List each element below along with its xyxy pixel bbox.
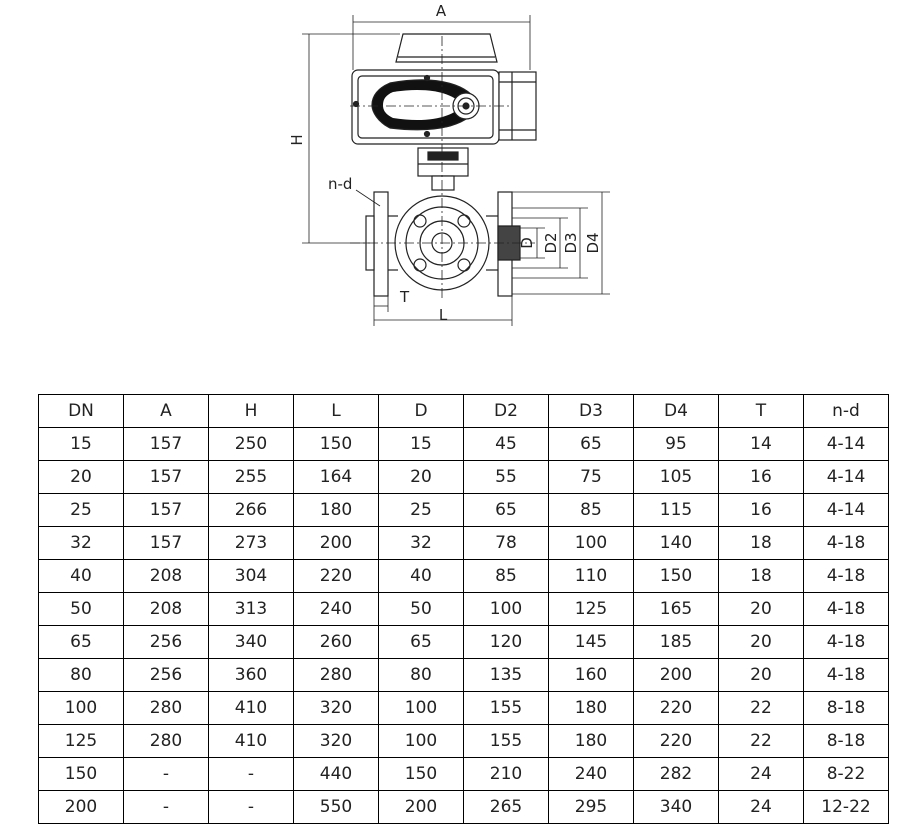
dimension-table bbox=[38, 394, 889, 824]
table-cell: - bbox=[124, 758, 209, 791]
column-header: A bbox=[124, 395, 209, 428]
label-D: D bbox=[518, 237, 536, 249]
table-cell: 360 bbox=[209, 659, 294, 692]
table-cell: 4-14 bbox=[804, 428, 889, 461]
table-cell: 240 bbox=[549, 758, 634, 791]
table-row bbox=[39, 428, 889, 461]
table-cell: 22 bbox=[719, 692, 804, 725]
table-cell: 100 bbox=[379, 725, 464, 758]
table-cell: 164 bbox=[294, 461, 379, 494]
table-cell: 20 bbox=[719, 659, 804, 692]
table-cell: 45 bbox=[464, 428, 549, 461]
table-cell: 208 bbox=[124, 560, 209, 593]
table-cell: 180 bbox=[549, 725, 634, 758]
table-cell: 410 bbox=[209, 725, 294, 758]
table-cell: 320 bbox=[294, 692, 379, 725]
table-cell: 320 bbox=[294, 725, 379, 758]
table-cell: 15 bbox=[39, 428, 124, 461]
column-header: T bbox=[719, 395, 804, 428]
table-cell: 40 bbox=[39, 560, 124, 593]
table-cell: 65 bbox=[39, 626, 124, 659]
table-cell: 550 bbox=[294, 791, 379, 824]
table-cell: 15 bbox=[379, 428, 464, 461]
label-L: L bbox=[438, 306, 448, 324]
table-row bbox=[39, 791, 889, 824]
table-cell: 20 bbox=[39, 461, 124, 494]
label-D2: D2 bbox=[542, 232, 560, 254]
table-cell: 157 bbox=[124, 494, 209, 527]
table-cell: 200 bbox=[294, 527, 379, 560]
table-cell: 240 bbox=[294, 593, 379, 626]
table-cell: 210 bbox=[464, 758, 549, 791]
column-header: DN bbox=[39, 395, 124, 428]
table-cell: 4-18 bbox=[804, 527, 889, 560]
table-cell: 14 bbox=[719, 428, 804, 461]
table-row bbox=[39, 626, 889, 659]
table-cell: 260 bbox=[294, 626, 379, 659]
table-row bbox=[39, 692, 889, 725]
table-cell: 150 bbox=[294, 428, 379, 461]
table-cell: 80 bbox=[39, 659, 124, 692]
label-D3: D3 bbox=[562, 232, 580, 254]
table-row bbox=[39, 593, 889, 626]
table-cell: 125 bbox=[39, 725, 124, 758]
table-cell: 280 bbox=[294, 659, 379, 692]
table-cell: - bbox=[209, 758, 294, 791]
table-cell: 100 bbox=[379, 692, 464, 725]
table-cell: 80 bbox=[379, 659, 464, 692]
table-cell: 157 bbox=[124, 428, 209, 461]
table-cell: 280 bbox=[124, 692, 209, 725]
label-D4: D4 bbox=[584, 232, 602, 254]
table-cell: 256 bbox=[124, 659, 209, 692]
table-cell: 180 bbox=[549, 692, 634, 725]
table-cell: 440 bbox=[294, 758, 379, 791]
table-cell: 410 bbox=[209, 692, 294, 725]
table-cell: 145 bbox=[549, 626, 634, 659]
table-cell: 313 bbox=[209, 593, 294, 626]
table-cell: 150 bbox=[634, 560, 719, 593]
table-header-row bbox=[39, 395, 889, 428]
column-header: D2 bbox=[464, 395, 549, 428]
table-cell: 200 bbox=[379, 791, 464, 824]
table-cell: - bbox=[209, 791, 294, 824]
table-cell: 65 bbox=[549, 428, 634, 461]
table-cell: 155 bbox=[464, 725, 549, 758]
table-cell: 4-18 bbox=[804, 593, 889, 626]
label-A: A bbox=[435, 2, 447, 20]
table-cell: 340 bbox=[634, 791, 719, 824]
table-cell: 20 bbox=[719, 626, 804, 659]
table-cell: - bbox=[124, 791, 209, 824]
table-cell: 155 bbox=[464, 692, 549, 725]
table-cell: 8-22 bbox=[804, 758, 889, 791]
actuator-cover bbox=[396, 34, 497, 62]
table-cell: 100 bbox=[39, 692, 124, 725]
table-cell: 55 bbox=[464, 461, 549, 494]
table-cell: 304 bbox=[209, 560, 294, 593]
table-cell: 200 bbox=[634, 659, 719, 692]
table-cell: 18 bbox=[719, 560, 804, 593]
table-cell: 295 bbox=[549, 791, 634, 824]
table-cell: 4-18 bbox=[804, 626, 889, 659]
column-header: H bbox=[209, 395, 294, 428]
table-cell: 110 bbox=[549, 560, 634, 593]
table-cell: 157 bbox=[124, 461, 209, 494]
table-cell: 65 bbox=[464, 494, 549, 527]
table-row bbox=[39, 461, 889, 494]
label-H: H bbox=[288, 134, 306, 146]
table-row bbox=[39, 725, 889, 758]
table-row bbox=[39, 494, 889, 527]
table-row bbox=[39, 527, 889, 560]
table-cell: 24 bbox=[719, 791, 804, 824]
table-cell: 185 bbox=[634, 626, 719, 659]
label-nd: n-d bbox=[328, 175, 353, 193]
table-cell: 208 bbox=[124, 593, 209, 626]
table-cell: 85 bbox=[549, 494, 634, 527]
left-flange bbox=[374, 192, 388, 296]
table-cell: 135 bbox=[464, 659, 549, 692]
table-cell: 25 bbox=[379, 494, 464, 527]
table-cell: 75 bbox=[549, 461, 634, 494]
table-cell: 105 bbox=[634, 461, 719, 494]
label-T: T bbox=[400, 288, 410, 306]
column-header: D bbox=[379, 395, 464, 428]
table-cell: 8-18 bbox=[804, 692, 889, 725]
table-cell: 273 bbox=[209, 527, 294, 560]
table-cell: 4-14 bbox=[804, 461, 889, 494]
table-cell: 115 bbox=[634, 494, 719, 527]
table-row bbox=[39, 758, 889, 791]
table-cell: 140 bbox=[634, 527, 719, 560]
table-cell: 50 bbox=[39, 593, 124, 626]
table-cell: 265 bbox=[464, 791, 549, 824]
table-cell: 282 bbox=[634, 758, 719, 791]
table-cell: 220 bbox=[294, 560, 379, 593]
table-cell: 4-14 bbox=[804, 494, 889, 527]
table-cell: 160 bbox=[549, 659, 634, 692]
table-cell: 200 bbox=[39, 791, 124, 824]
table-cell: 100 bbox=[549, 527, 634, 560]
table-cell: 16 bbox=[719, 494, 804, 527]
table-cell: 220 bbox=[634, 692, 719, 725]
column-header: D3 bbox=[549, 395, 634, 428]
table-cell: 4-18 bbox=[804, 659, 889, 692]
table-cell: 8-18 bbox=[804, 725, 889, 758]
table-row bbox=[39, 560, 889, 593]
table-cell: 280 bbox=[124, 725, 209, 758]
table-cell: 165 bbox=[634, 593, 719, 626]
table-cell: 65 bbox=[379, 626, 464, 659]
table-cell: 157 bbox=[124, 527, 209, 560]
table-cell: 95 bbox=[634, 428, 719, 461]
table-cell: 4-18 bbox=[804, 560, 889, 593]
column-header: n-d bbox=[804, 395, 889, 428]
column-header: D4 bbox=[634, 395, 719, 428]
table-cell: 32 bbox=[39, 527, 124, 560]
table-cell: 120 bbox=[464, 626, 549, 659]
table-cell: 20 bbox=[379, 461, 464, 494]
table-cell: 24 bbox=[719, 758, 804, 791]
table-cell: 50 bbox=[379, 593, 464, 626]
table-cell: 150 bbox=[379, 758, 464, 791]
table-cell: 220 bbox=[634, 725, 719, 758]
table-cell: 16 bbox=[719, 461, 804, 494]
table-cell: 20 bbox=[719, 593, 804, 626]
table-cell: 40 bbox=[379, 560, 464, 593]
table-cell: 18 bbox=[719, 527, 804, 560]
valve-drawing bbox=[0, 0, 911, 360]
table-cell: 32 bbox=[379, 527, 464, 560]
table-cell: 180 bbox=[294, 494, 379, 527]
table-cell: 125 bbox=[549, 593, 634, 626]
table-cell: 85 bbox=[464, 560, 549, 593]
table-cell: 250 bbox=[209, 428, 294, 461]
table-cell: 25 bbox=[39, 494, 124, 527]
table-cell: 12-22 bbox=[804, 791, 889, 824]
table-cell: 340 bbox=[209, 626, 294, 659]
table-cell: 266 bbox=[209, 494, 294, 527]
column-header: L bbox=[294, 395, 379, 428]
table-cell: 255 bbox=[209, 461, 294, 494]
table-cell: 78 bbox=[464, 527, 549, 560]
table-cell: 150 bbox=[39, 758, 124, 791]
table-row bbox=[39, 659, 889, 692]
table-cell: 22 bbox=[719, 725, 804, 758]
table-cell: 256 bbox=[124, 626, 209, 659]
table-cell: 100 bbox=[464, 593, 549, 626]
